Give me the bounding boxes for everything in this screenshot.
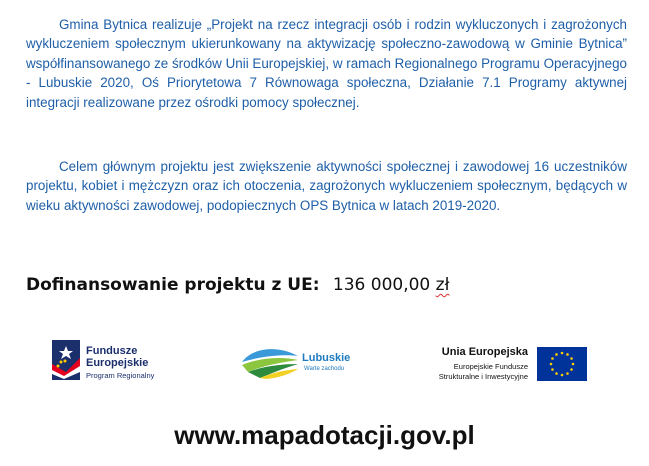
website-url[interactable]: www.mapadotacji.gov.pl (174, 420, 475, 450)
eu-star (566, 372, 569, 375)
ue-title: Unia Europejska (441, 346, 528, 358)
eu-star (570, 368, 573, 371)
fundusze-line2: Europejskie (86, 357, 149, 369)
eu-star (555, 353, 558, 356)
paragraph-project-description: Gmina Bytnica realizuje „Projekt na rzecz integracji osób i rodzin wykluczonych i zagrożonych wykluczeniem społecznym ukierunkowany na aktywizację społeczno-zawodową w Gminie Bytnica” współfinansowanego ze środków Unii Europejskiej, w ramach Regionalnego Programu Operacyjnego - Lubuskie 2020, Oś Priorytetowa 7 Równowaga społeczna, Działanie 7.1 Programy aktywnej integracji realizowane przez ośrodki pomocy społecznej. (26, 17, 627, 110)
lubuskie-icon (240, 344, 300, 380)
ue-line1: Europejskie Fundusze (453, 362, 528, 371)
eu-star (570, 357, 573, 360)
eu-star (561, 374, 564, 377)
unia-europejska-logo (420, 338, 590, 386)
eu-star (555, 372, 558, 375)
fundusze-europejskie-icon (52, 340, 80, 380)
eu-star (566, 353, 569, 356)
eu-star (551, 368, 554, 371)
funding-currency: zł (435, 275, 450, 295)
funding-amount: 136 000,00 (332, 275, 431, 295)
eu-star (572, 363, 575, 366)
lubuskie-tagline: Warte zachodu (304, 366, 345, 372)
fundusze-line1: Fundusze (86, 345, 138, 357)
fundusze-europejskie-logo (52, 338, 182, 386)
funding-label: Dofinansowanie projektu z UE: (26, 275, 320, 295)
lubuskie-name: Lubuskie (302, 352, 351, 364)
ue-line2: Strukturalne i Inwestycyjne (438, 372, 528, 381)
eu-star (561, 352, 564, 355)
paragraph-project-goal: Celem głównym projektu jest zwiększenie aktywności społecznej i zawodowej 16 uczestników projektu, kobiet i mężczyzn oraz ich otoczenia, zagrożonych wykluczeniem społecznym, będących w wieku aktywności zawodowej, podopiecznych OPS Bytnica w latach 2019-2020. (26, 159, 627, 213)
eu-flag-icon (537, 347, 587, 381)
fundusze-line3: Program Regionalny (86, 371, 155, 380)
logo-strip (0, 338, 649, 388)
eu-star (550, 363, 553, 366)
eu-star (551, 357, 554, 360)
lubuskie-logo (240, 338, 360, 386)
funding-line (26, 275, 449, 295)
